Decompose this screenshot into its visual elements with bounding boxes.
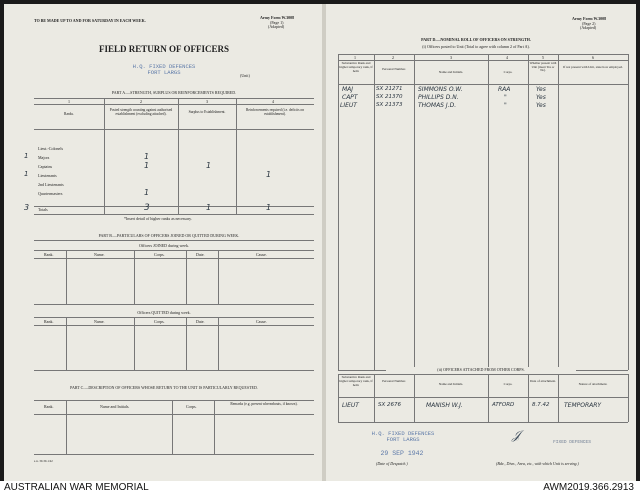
- part-a-col3: 3: [206, 99, 208, 104]
- posted-captains: 1: [144, 161, 150, 170]
- form-page-right: (Page 2): [582, 21, 596, 26]
- part-d-ii-heading: (ii) OFFICERS ATTACHED FROM OTHER CORPS.: [386, 367, 576, 372]
- att-row-corps: ATFORD: [492, 402, 515, 408]
- d-header-name: Name and Initials.: [438, 70, 464, 74]
- d-col5: 5: [542, 55, 544, 60]
- form-number-right: Army Form W.3008: [572, 16, 607, 21]
- part-c-heading: PART C.—DESCRIPTION OF OFFICERS WHOSE RETURN TO THE UNIT IS PARTICULARLY REQUESTED.: [70, 385, 258, 390]
- formation-label: (Bde., Divn., Area, etc., with which Unit is serving.): [496, 461, 579, 466]
- joined-heading: Officers JOINED during week.: [139, 243, 189, 248]
- att-row-nature: TEMPORARY: [564, 402, 602, 409]
- d-row-1-present: Yes: [536, 86, 546, 93]
- archive-accession-number: AWM2019.366.2913: [543, 482, 634, 493]
- tick-lieutenants: 1: [24, 170, 29, 178]
- part-a-header-ranks: Ranks.: [64, 112, 74, 116]
- joined-col-name: Name.: [94, 252, 105, 257]
- att-row-number: SX 2676: [378, 402, 402, 408]
- tick-majors: 1: [24, 152, 29, 160]
- d-header-corps: Corps.: [503, 70, 513, 74]
- d-row-3-number: SX 21373: [376, 102, 403, 108]
- archive-name: AUSTRALIAN WAR MEMORIAL: [4, 482, 149, 493]
- d-row-3-corps: ": [504, 102, 507, 109]
- part-a-header-reinf: Reinforcements required (i.e. deficits on establishment).: [245, 108, 305, 116]
- d-col4: 4: [506, 55, 508, 60]
- part-c-col-name: Name and Initials.: [100, 404, 130, 409]
- part-c-col-corps: Corps.: [186, 404, 197, 409]
- unit-stamp-line2: FORT LARGS: [147, 69, 181, 76]
- d-header-number: Personal Number.: [382, 67, 406, 71]
- form-page: (Page 1): [270, 20, 284, 25]
- posted-quartermasters: 1: [144, 188, 150, 197]
- form-adapted-right: (Adapted): [580, 25, 597, 30]
- d-row-1-rank: MAJ: [342, 86, 354, 93]
- document-sheet: [4, 4, 636, 481]
- joined-col-date: Date.: [196, 252, 205, 257]
- d-col2: 2: [392, 55, 394, 60]
- reinf-lieutenants: 1: [266, 170, 272, 179]
- part-c-col-rank: Rank.: [44, 404, 54, 409]
- form-title: FIELD RETURN OF OFFICERS: [99, 44, 229, 54]
- att-row-rank: LIEUT: [342, 402, 359, 409]
- part-a-header-surplus: Surplus to Establishment.: [188, 110, 226, 114]
- att-row-date: 8.7.42: [532, 402, 550, 408]
- att-header-number: Personal Number.: [382, 379, 406, 383]
- att-header-nature: Nature of attachment.: [578, 382, 608, 386]
- att-header-corps: Corps.: [503, 382, 513, 386]
- part-c-col-remarks: Remarks (e.g. present whereabouts, if known).: [230, 402, 298, 406]
- posted-majors: 1: [144, 152, 150, 161]
- d-col3: 3: [450, 55, 452, 60]
- part-a-col2: 2: [140, 99, 142, 104]
- joined-col-cause: Cause.: [256, 252, 267, 257]
- joined-col-corps: Corps.: [154, 252, 165, 257]
- date-label: (Date of Despatch.): [376, 461, 408, 466]
- part-b-heading: PART B.—PARTICULARS OF OFFICERS JOINED OR QUITTED DURING WEEK.: [98, 233, 240, 238]
- date-stamp: 29 SEP 1942: [380, 450, 424, 457]
- formation-stamp: FIXED DEFENCES: [553, 440, 591, 445]
- tick-totals: 3: [24, 203, 30, 212]
- reinf-totals: 1: [266, 203, 272, 212]
- form-number: Army Form W.3008: [260, 15, 295, 20]
- quitted-heading: Officers QUITTED during week.: [137, 310, 191, 315]
- d-header-present: Whether present with Unit (insert Yes or No).: [529, 61, 557, 73]
- part-a-heading: PART A.—STRENGTH, SURPLUS OR REINFORCEMENTS REQUIRED.: [111, 90, 237, 95]
- unit-stamp-line1: H.Q. FIXED DEFENCES: [132, 63, 196, 70]
- d-row-3-name: THOMAS J.D.: [418, 102, 457, 109]
- d-row-2-name: PHILLIPS D.N.: [418, 94, 459, 101]
- d-row-2-number: SX 21370: [376, 94, 403, 100]
- unit-stamp: [104, 64, 224, 76]
- att-header-rank: Substantive Rank and higher temporary rank, if held.: [339, 375, 373, 387]
- d-row-3-rank: LIEUT: [340, 102, 357, 109]
- quitted-col-corps: Corps.: [154, 319, 165, 324]
- part-a-note: *Insert detail of higher ranks as necessary.: [124, 216, 192, 221]
- d-row-1-corps: RAA: [498, 86, 511, 93]
- quitted-col-date: Date.: [196, 319, 205, 324]
- despatch-stamp-line1: H.Q. FIXED DEFENCES: [371, 430, 435, 437]
- unit-label: (Unit): [240, 73, 250, 78]
- att-header-date: Date of attachment.: [530, 379, 556, 383]
- page-left: [4, 4, 322, 481]
- page-right: [326, 4, 636, 481]
- part-d-subheading: (i) Officers posted to Unit (Total to agree with column 2 of Part A).: [422, 44, 530, 49]
- d-header-rank: Substantive Rank and higher temporary rank, if held.: [339, 61, 373, 73]
- rank-lieut-colonels: Lieut.-Colonels: [38, 146, 63, 151]
- print-code: s.w. 30-30-1/42: [34, 459, 53, 463]
- surplus-captains: 1: [206, 161, 212, 170]
- att-row-name: MANISH W.J.: [426, 402, 463, 409]
- part-a-header-posted: Posted strength counting against authorised establishment (excluding attached).: [109, 108, 173, 116]
- d-col6: 6: [592, 55, 594, 60]
- d-row-2-corps: ": [504, 94, 507, 101]
- rank-captains: Captains: [38, 164, 52, 169]
- d-row-2-rank: CAPT: [342, 94, 358, 101]
- rank-majors: Majors: [38, 155, 50, 160]
- archive-caption-bar: [0, 481, 640, 495]
- despatch-unit-stamp: [348, 431, 458, 443]
- d-row-3-present: Yes: [536, 102, 546, 109]
- rank-2nd-lieutenants: 2nd Lieutenants: [38, 182, 64, 187]
- d-col1: 1: [354, 55, 356, 60]
- rank-lieutenants: Lieutenants: [38, 173, 57, 178]
- joined-col-rank: Rank.: [44, 252, 54, 257]
- quitted-col-name: Name.: [94, 319, 105, 324]
- part-d-heading: PART D.—NOMINAL ROLL OF OFFICERS ON STRENGTH.: [421, 37, 531, 42]
- d-header-employed: If not present with Unit, state how employed.: [563, 65, 623, 69]
- d-row-2-present: Yes: [536, 94, 546, 101]
- d-row-1-name: SIMMONS O.W.: [418, 86, 463, 93]
- quitted-col-cause: Cause.: [256, 319, 267, 324]
- quitted-col-rank: Rank.: [44, 319, 54, 324]
- despatch-stamp-line2: FORT LARGS: [386, 436, 420, 443]
- surplus-totals: 1: [206, 203, 212, 212]
- posted-totals: 3: [144, 203, 150, 213]
- part-a-col4: 4: [272, 99, 274, 104]
- top-note: TO BE MADE UP TO AND FOR SATURDAY IN EACH WEEK.: [34, 18, 146, 23]
- att-header-name: Name and Initials.: [438, 382, 464, 386]
- d-row-1-number: SX 21271: [376, 86, 403, 92]
- rank-totals: Totals: [38, 207, 48, 212]
- form-adapted: (Adapted): [268, 24, 285, 29]
- rank-quartermasters: Quartermasters: [38, 191, 63, 196]
- part-a-col1: 1: [68, 99, 70, 104]
- signature: 𝒥: [512, 428, 521, 442]
